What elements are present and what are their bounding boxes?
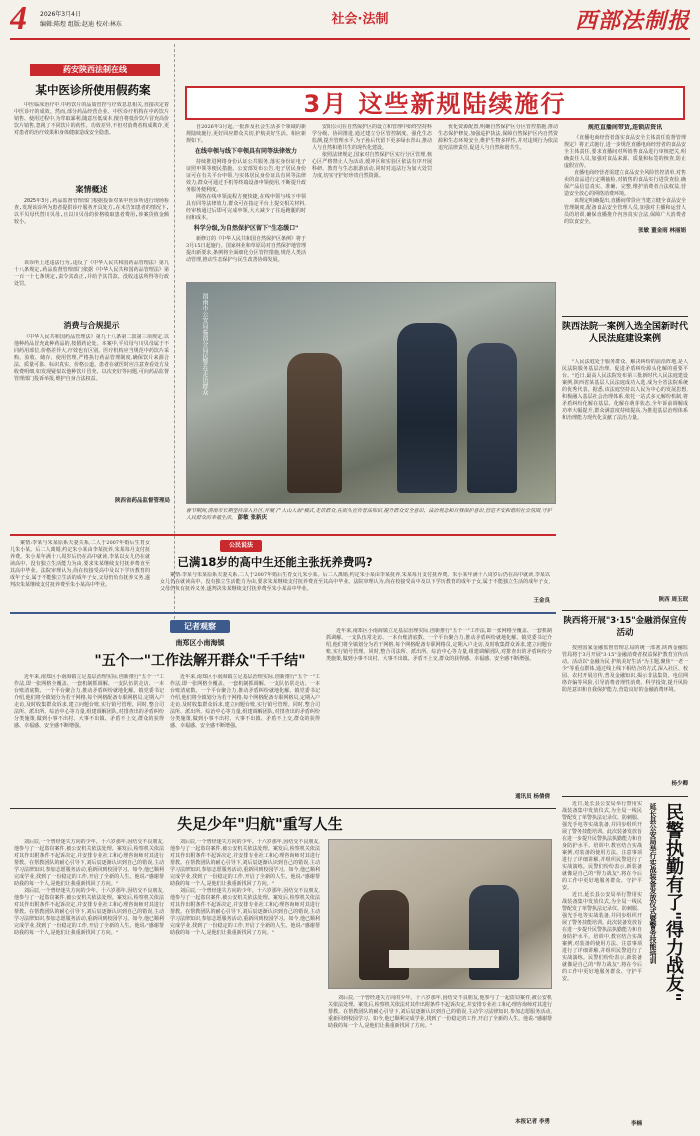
new-rules-col4: 规范直播间带货,连锁店资讯 《直播电商经营者落实食品安全主体责任监督管理规定》将正式施行,进一步规范直播电商经营者的食品安全主体责任,要求直播间对所销售食品进行审核把关,明确责任人员,加强对食品来源、质量和标签的核查,防止虚假宣传。 直播电商经营者需建立食品安全风险管控清单,对售卖的食品进行定期抽检,对销售的食品实行进货查验,确保产品信息真实、准确、完整,维护消费者合法权益,营造安全放心的网络消费环境。 该规定明确提出,直播间带货应当建立健全食品安全管理制度,配备食品安全管理人员,加强对主播和运营人员的培训,确保直播推介内容真实合法,保障广大消费者的饮食安全。 张敏 董金雨 林丽娟	[564, 124, 686, 234]
court-article-byline: 陕西 周玉珉	[658, 597, 688, 603]
vertical-article	[562, 796, 688, 1130]
vertical-article-subtitle: 延长县公安局举行实战装备发放仪式暨警务技能培训	[649, 803, 657, 964]
masthead-rule	[10, 38, 690, 40]
juvenile-byline: 本报记者 李勇	[515, 1119, 550, 1125]
feature-title: 已满18岁的高中生还能主张抚养费吗?	[177, 555, 373, 569]
consumer-rights-article	[562, 610, 688, 790]
feature-article	[10, 534, 556, 606]
juvenile-title: 失足少年"归航"重写人生	[177, 815, 343, 833]
community-body-col3: 近年来,南郑区小南海镇立足基层治理实际,创新推行"五个一"工作法,即一张网格全覆盖、一套机制抓调解、一支队伍常走访、一本台账清底数、一个平台聚合力,推动矛盾纠纷就地化解。镇党委书记介绍,他们将全镇划分为若干网格,每个网格配备专职网格员,定期入户走访,及时收集群众诉求,建立问题台账,实行销号管理。同时,整合司法所、派出所、综治中心等力量,组建调解团队,对排查出的矛盾纠纷分类施策,做到小事不出村、大事不出镇、矛盾不上交,群众的获得感、幸福感、安全感不断增强。	[326, 628, 552, 662]
column-kicker: 药安陕西法制在线	[30, 64, 160, 76]
consumer-heading: 消费与合规提示	[63, 321, 120, 330]
case-text: 2025年3月,药品监督管理部门根据投诉对某中医诊所进行现场检查,发现该诊所为患者提供诊疗服务开具处方,在未告知患者的情况下,以平贝母代替川贝母,且以川贝母的价格收取患者费用,涉案货值金额较小。	[14, 198, 169, 225]
court-article-title: 陕西法院一案例入选全国新时代人民法庭建设案例	[562, 322, 688, 344]
left-column-source: 陕西省药品监督管理局	[114, 498, 170, 504]
vertical-article-byline: 李楠	[630, 1121, 642, 1127]
masthead	[10, 4, 690, 38]
issue-date: 2026年3月4日	[40, 11, 81, 17]
new-rules-byline: 张敏 董金雨 林丽娟	[638, 228, 686, 234]
new-rules-col2: 安阳公司在自然保护区的设立和管理中始终坚持科学分级、协同推进,通过建立分区管控制度、强化生态监测,提升管理水平,为子孙后代留下更多绿水青山,推动人与自然和谐共生的现代化建设。 依照法律规定,国家对自然保护区实行分区管理,核心区严格禁止人为活动,缓冲区和实验区依法有序开展科研、教育与生态旅游活动,同时对违法行为加大处罚力度,切实守护好珍贵自然资源。	[312, 124, 432, 179]
officer-figure	[467, 343, 517, 493]
community-title: "五个一"工作法解开群众"千千结"	[94, 653, 306, 669]
consumer-rights-title: 陕西将开展"3·15"金融消保宣传活动	[563, 616, 687, 638]
community-body-col2: 近年来,南郑区小南海镇立足基层治理实际,创新推行"五个一"工作法,即一张网格全覆盖、一套机制抓调解、一支队伍常走访、一本台账清底数、一个平台聚合力,推动矛盾纠纷就地化解。镇党委书记介绍,他们将全镇划分为若干网格,每个网格配备专职网格员,定期入户走访,及时收集群众诉求,建立问题台账,实行销号管理。同时,整合司法所、派出所、综治中心等力量,组建调解团队,对排查出的矛盾纠纷分类施策,做到小事不出村、大事不出镇、矛盾不上交,群众的获得感、幸福感、安全感不断增强。	[170, 674, 320, 729]
juvenile-body-col2: 刘后辰,一个曾经迷失方向的少年。十六岁那年,因结交不良朋友,他参与了一起盗窃案件,被公安机关依法处理。案发后,检察机关依法对其作出附条件不起诉决定,并安排专业社工和心理咨询师对其进行帮教。在帮教团队的耐心引导下,刘后辰逐渐认识到自己的错误,主动学习法律知识,参加志愿服务活动,重新回到校园学习。如今,他已顺利完成学业,找到了一份稳定的工作,开启了全新的人生。他说:"感谢帮助我的每一个人,是他们让我重新找回了方向。" 刘后辰,一个曾经迷失方向的少年。十六岁那年,因结交不良朋友,他参与了一起盗窃案件,被公安机关依法处理。案发后,检察机关依法对其作出附条件不起诉决定,并安排专业社工和心理咨询师对其进行帮教。在帮教团队的耐心引导下,刘后辰逐渐认识到自己的错误,主动学习法律知识,参加志愿服务活动,重新回到校园学习。如今,他已顺利完成学业,找到了一份稳定的工作,开启了全新的人生。他说:"感谢帮助我的每一个人,是他们让我重新找回了方向。"	[170, 839, 320, 936]
case-heading: 案情概述	[75, 185, 108, 194]
juvenile-body-col3: 刘后辰,一个曾经迷失方向的少年。十六岁那年,因结交不良朋友,他参与了一起盗窃案件,被公安机关依法处理。案发后,检察机关依法对其作出附条件不起诉决定,并安排专业社工和心理咨询师对其进行帮教。在帮教团队的耐心引导下,刘后辰逐渐认识到自己的错误,主动学习法律知识,参加志愿服务活动,重新回到校园学习。如今,他已顺利完成学业,找到了一份稳定的工作,开启了全新的人生。他说:"感谢帮助我的每一个人,是他们让我重新找回了方向。"	[328, 995, 552, 1029]
paper-name: 西部法制报	[574, 8, 690, 34]
juvenile-body-col1: 刘后辰,一个曾经迷失方向的少年。十六岁那年,因结交不良朋友,他参与了一起盗窃案件,被公安机关依法处理。案发后,检察机关依法对其作出附条件不起诉决定,并安排专业社工和心理咨询师对其进行帮教。在帮教团队的耐心引导下,刘后辰逐渐认识到自己的错误,主动学习法律知识,参加志愿服务活动,重新回到校园学习。如今,他已顺利完成学业,找到了一份稳定的工作,开启了全新的人生。他说:"感谢帮助我的每一个人,是他们让我重新找回了方向。" 刘后辰,一个曾经迷失方向的少年。十六岁那年,因结交不良朋友,他参与了一起盗窃案件,被公安机关依法处理。案发后,检察机关依法对其作出附条件不起诉决定,并安排专业社工和心理咨询师对其进行帮教。在帮教团队的耐心引导下,刘后辰逐渐认识到自己的错误,主动学习法律知识,参加志愿服务活动,重新回到校园学习。如今,他已顺利完成学业,找到了一份稳定的工作,开启了全新的人生。他说:"感谢帮助我的每一个人,是他们让我重新找回了方向。"	[14, 839, 164, 936]
new-rules-col1: 自2026年3月起,一批涉及社会生活多个领域的新规陆续施行,更好回应群众关切,护航美好生活。相应新规如下。 在线申领与线下申领具有同等法律效力 持续推进网络身份认证公共服务,落实身份证电子证照申领等便民措施。公安部发布公告,电子居民身份证可在有关平台申领,与实体居民身份证具有同等法律效力,群众可通过手机等终端设备申领使用,不断提升政务服务便利度。 网络在线申领流程方便快捷,在线申领与线下申领具有同等法律效力,群众可在指定平台上提交相关材料,经审核通过后即可完成申领,大大减少了往返跑腿的时间和成本。 科学分级,为自然保护区留下"生态缓口" 新修订的《中华人民共和国自然保护区条例》将于3月15日起施行。国家林业和草原局对自然保护地管理提出新要求,条例将全面细化分区管控措施,规范人类活动管理,推动生态保护与民生改善协调发展。	[186, 124, 306, 263]
reporter-tag: 记者观察	[170, 620, 230, 633]
vertical-article-body: 近日,延长县公安局举行警用实战装备集中发放仪式,为全局一线民警配发了单警执法记录仪、防刺服、强光手电等实战装备,并同步组织开展了警务技能培训。此次装备发放旨在进一步提升民警执法执勤能力和自身防护水平。培训中,教官结合实战案例,对装备的使用方法、注意事项进行了详细讲解,并组织民警进行了实战演练。民警们纷纷表示,新装备就像是自己的"得力战友",将在今后的工作中更好地服务群众、守护平安。 近日,延长县公安局举行警用实战装备集中发放仪式,为全局一线民警配发了单警执法记录仪、防刺服、强光手电等实战装备,并同步组织开展了警务技能培训。此次装备发放旨在进一步提升民警执法执勤能力和自身防护水平。培训中,教官结合实战案例,对装备的使用方法、注意事项进行了详细讲解,并组织民警进行了实战演练。民警们纷纷表示,新装备就像是自己的"得力战友",将在今后的工作中更好地服务群众、守护平安。	[562, 801, 642, 982]
photo-credit: 彭敏 张新庆	[237, 514, 268, 521]
left-column-title: 某中医诊所使用假药案	[35, 83, 151, 97]
feature-kicker: 公民说法	[220, 540, 262, 552]
ruling-text: 该诊所上述违法行为,违反了《中华人民共和国药品管理法》第九十八条规定,药品监督管理部门依据《中华人民共和国药品管理法》第一百一十七条规定,责令其改正,并给予其罚款、没收违法所得等行政处罚。	[14, 260, 169, 287]
editor-credits: 编辑:陈煜 组版:赵迪 校对:林东	[40, 21, 122, 27]
police-patrol-photo	[186, 282, 556, 504]
community-location: 南郑区小南海镇	[175, 639, 225, 647]
feature-body-right: 案情:李某与朱某原系夫妻关系,二人于2007年婚后生育女儿朱小某。后二人离婚,约定朱小某由李某抚养,朱某每月支付抚养费。朱小某年满十八周岁后仍在高中就读,李某以女儿仍在就读高中、没有独立生活能力为由,要求朱某继续支付抚养费直至其高中毕业。法院审理认为,尚在校接受高中及以下学历教育的成年子女,属于不能独立生活的成年子女,父母仍负有抚养义务,遂判决朱某继续支付抚养费至朱小某高中毕业。	[160, 572, 550, 592]
intro-text: 中医临床治疗中,中药饮片的品质管控与疗效息息相关,直接决定着中医诊疗的成效。然而,部分药品经营企业、中医诊疗机构在中药饮片销售、使用过程中,为牟取暴利,随意压低成本,擅自将低价饮片冒充高价饮片销售,忽视了不同饮片的药性、功效差异,不但对消费者构成欺诈,更对患者的治疗效果和身体健康造成安全隐患。	[14, 102, 169, 136]
community-byline: 通讯员 杨倩倩	[515, 794, 550, 800]
consumer-text: 《中华人民共和国药品管理法》第九十八条第二款第三项规定,以他种药品冒充此种药品的,按假药论处。本案中,平贝母与川贝母属于不同药用部位,价格差异大,疗效也有区别。医疗机构应当规范中药饮片采购、验收、储存、使用管理,严格执行药品管理制度,确保饮片来源合法、质量可靠、标识真实、价格公道。患者在就医时应注意查看处方及收费明细,如发现疑似以他种饮片冒充、以次充好等问题,可向药品监督管理部门投诉举报,维护自身合法权益。	[14, 334, 169, 382]
page-number: 4	[10, 4, 27, 37]
feature-byline: 王金良	[533, 598, 550, 604]
new-rules-col3: 优化资源配置,明确自然保护区分区管控措施,推动生态保护修复,加强巡护执法,保障自然保护区内自然资源和生态环境安全,维护生物多样性,并对违规行为依法追究法律责任,促进人与自然和谐共生。	[438, 124, 558, 151]
table-shape	[389, 950, 499, 968]
counseling-photo	[328, 839, 552, 989]
community-body-col1: 近年来,南郑区小南海镇立足基层治理实际,创新推行"五个一"工作法,即一张网格全覆盖、一套机制抓调解、一支队伍常走访、一本台账清底数、一个平台聚合力,推动矛盾纠纷就地化解。镇党委书记介绍,他们将全镇划分为若干网格,每个网格配备专职网格员,定期入户走访,及时收集群众诉求,建立问题台账,实行销号管理。同时,整合司法所、派出所、综治中心等力量,组建调解团队,对排查出的矛盾纠纷分类施策,做到小事不出村、大事不出镇、矛盾不上交,群众的获得感、幸福感、安全感不断增强。	[14, 674, 164, 729]
consumer-rights-byline: 杨少卿	[671, 781, 688, 787]
new-rules-sub2: 科学分级,为自然保护区留下"生态缓口"	[193, 225, 299, 232]
new-rules-sub3: 规范直播间带货,连锁店资讯	[587, 124, 663, 131]
headline-banner-text: 3月 这些新规陆续施行	[303, 90, 567, 118]
resident-figure	[287, 353, 342, 493]
headline-banner	[185, 86, 685, 120]
section-title: 社会·法制	[331, 12, 389, 26]
consumer-rights-body: 按照国家金融监督管理总局的统一部署,陕西金融监管局将于3月开展"3·15"金融消费者权益保护教育宣传活动。活动以"金融为民 护航美好生活"为主题,聚焦"一老一少"等重点群体,通过线上线下相结合的方式,深入社区、校园、农村开展宣传,普及金融知识,揭示非法集资、电信网络诈骗等风险,引导消费者理性消费、科学投资,提升风险防范意识和自我保护能力,营造良好的金融消费环境。	[562, 645, 688, 693]
court-article-body: "人民法庭处于服务群众、解决纠纷的前沿阵地,是人民法院服务基层治理、促进矛盾纠纷源头化解的重要平台。"近日,最高人民法院发布第三批新时代人民法庭建设案例,陕西省某基层人民法庭成功入选,成为全省法院系统的优秀代表。据悉,该法庭坚持以人民为中心的发展思想,积极融入基层社会治理体系,依托一站式多元解纷机制,将矛盾纠纷化解在基层、化解在萌芽状态,全年诉前调解成功率大幅提升,群众满意度持续提高,为推进基层治理体系和治理能力现代化贡献了法治力量。	[562, 359, 688, 421]
court-article	[562, 316, 688, 606]
photo-caption: 春节期间,渭南市长期坚持深入社区,开展了"人山人海"模式,走访群众,在街头宣传普法知识,提升群众安全意识、法治观念和自我保护意识,营造平安和谐的社会氛围,守护人民群众的幸福生活。 彭敏 张新庆	[186, 508, 552, 521]
new-rules-sub1: 在线申领与线下申领具有同等法律效力	[194, 148, 297, 155]
feature-body-left: 案情:李某与朱某原系夫妻关系,二人于2007年婚后生育女儿朱小某。后二人离婚,约定朱小某由李某抚养,朱某每月支付抚养费。朱小某年满十八周岁后仍在高中就读,李某以女儿仍在就读高中、没有独立生活能力为由,要求朱某继续支付抚养费直至其高中毕业。法院审理认为,尚在校接受高中及以下学历教育的成年子女,属于不能独立生活的成年子女,父母仍负有抚养义务,遂判决朱某继续支付抚养费至朱小某高中毕业。	[10, 540, 150, 588]
photo-overlay-text: 渭南市公安局临渭分局民警在走访群众	[201, 293, 208, 395]
juvenile-article	[10, 808, 556, 1130]
community-section	[10, 612, 556, 802]
officer-figure	[397, 323, 457, 493]
vertical-article-title: 民警执勤有了"得力战友"	[663, 803, 684, 1002]
